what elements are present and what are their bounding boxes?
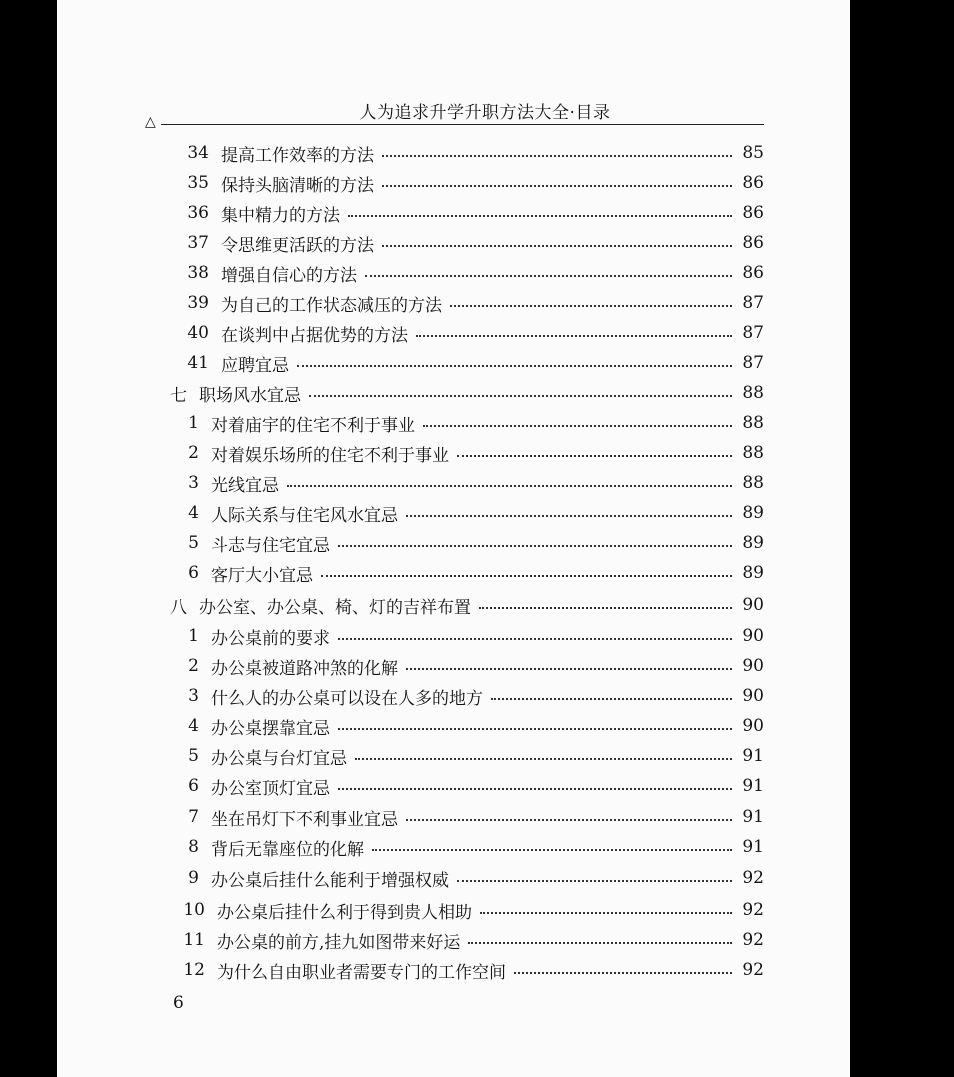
dot-leader <box>382 245 732 247</box>
toc-entry <box>179 409 764 437</box>
entry-title: 办公桌后挂什么利于得到贵人相助 <box>217 902 472 923</box>
entry-page: 87 <box>742 323 764 343</box>
entry-title: 办公桌后挂什么能利于增强权威 <box>211 870 449 891</box>
book-page <box>57 0 850 1077</box>
entry-page: 88 <box>742 473 764 493</box>
toc-entry <box>179 772 764 800</box>
entry-page: 92 <box>742 960 764 980</box>
entry-title: 光线宜忌 <box>211 475 279 496</box>
entry-title: 背后无靠座位的化解 <box>211 839 364 860</box>
entry-title: 对着娱乐场所的住宅不利于事业 <box>211 445 449 466</box>
dot-leader <box>406 668 732 670</box>
entry-number: 7 <box>188 807 199 827</box>
entry-title: 应聘宜忌 <box>221 355 289 376</box>
toc-entry <box>179 559 764 587</box>
section-number: 七 <box>170 385 187 406</box>
dot-leader <box>450 305 732 307</box>
entry-title: 对着庙宇的住宅不利于事业 <box>211 415 415 436</box>
section-title: 职场风水宜忌 <box>199 385 301 406</box>
toc-entry <box>179 439 764 467</box>
dot-leader <box>406 819 732 821</box>
entry-page: 90 <box>742 656 764 676</box>
entry-page: 86 <box>742 233 764 253</box>
toc-entry <box>179 896 764 924</box>
entry-number: 12 <box>183 960 205 980</box>
entry-number: 3 <box>188 473 199 493</box>
toc-entry <box>187 349 764 377</box>
page-number: 6 <box>173 993 184 1013</box>
entry-title: 为什么自由职业者需要专门的工作空间 <box>217 962 506 983</box>
entry-title: 办公桌前的要求 <box>211 628 330 649</box>
entry-page: 92 <box>742 930 764 950</box>
entry-title: 斗志与住宅宜忌 <box>211 535 330 556</box>
entry-number: 6 <box>188 776 199 796</box>
entry-page: 90 <box>742 716 764 736</box>
entry-number: 39 <box>187 293 209 313</box>
entry-page: 90 <box>742 595 764 615</box>
running-header: 人为追求升学升职方法大全·目录 <box>359 103 611 123</box>
dot-leader <box>338 545 732 547</box>
entry-number: 4 <box>188 503 199 523</box>
entry-number: 9 <box>188 868 199 888</box>
dot-leader <box>423 425 732 427</box>
dot-leader <box>309 395 732 397</box>
entry-number: 8 <box>188 837 199 857</box>
dot-leader <box>365 275 732 277</box>
dot-leader <box>297 365 732 367</box>
entry-page: 88 <box>742 413 764 433</box>
dot-leader <box>514 972 732 974</box>
section-title: 办公室、办公桌、椅、灯的吉祥布置 <box>199 597 471 618</box>
entry-title: 令思维更活跃的方法 <box>221 235 374 256</box>
entry-title: 保持头脑清晰的方法 <box>221 175 374 196</box>
dot-leader <box>321 575 732 577</box>
entry-page: 86 <box>742 203 764 223</box>
dot-leader <box>479 607 732 609</box>
dot-leader <box>338 638 732 640</box>
toc-entry <box>179 742 764 770</box>
toc-entry <box>187 259 764 287</box>
section-number: 八 <box>170 597 187 618</box>
entry-title: 坐在吊灯下不利事业宜忌 <box>211 809 398 830</box>
entry-number: 3 <box>188 686 199 706</box>
entry-page: 87 <box>742 293 764 313</box>
entry-page: 86 <box>742 263 764 283</box>
entry-number: 35 <box>187 173 209 193</box>
entry-title: 办公桌与台灯宜忌 <box>211 748 347 769</box>
dot-leader <box>480 912 732 914</box>
entry-title: 提高工作效率的方法 <box>221 145 374 166</box>
toc-section-entry <box>165 591 764 619</box>
entry-number: 38 <box>187 263 209 283</box>
entry-number: 2 <box>188 443 199 463</box>
entry-page: 92 <box>742 868 764 888</box>
toc-entry <box>179 864 764 892</box>
entry-title: 办公室顶灯宜忌 <box>211 778 330 799</box>
dot-leader <box>468 942 732 944</box>
entry-number: 10 <box>183 900 205 920</box>
entry-title: 在谈判中占据优势的方法 <box>221 325 408 346</box>
header-rule <box>161 124 764 125</box>
entry-page: 87 <box>742 353 764 373</box>
toc-entry <box>179 622 764 650</box>
toc-entry <box>187 229 764 257</box>
entry-number: 5 <box>188 533 199 553</box>
entry-title: 办公桌被道路冲煞的化解 <box>211 658 398 679</box>
toc-entry <box>187 289 764 317</box>
entry-number: 34 <box>187 143 209 163</box>
toc-entry <box>187 319 764 347</box>
entry-number: 1 <box>188 413 199 433</box>
dot-leader <box>457 455 732 457</box>
entry-number: 40 <box>187 323 209 343</box>
toc-entry <box>187 199 764 227</box>
toc-entry <box>187 139 764 167</box>
toc-entry <box>179 682 764 710</box>
entry-page: 91 <box>742 746 764 766</box>
toc-entry <box>179 652 764 680</box>
entry-title: 什么人的办公桌可以设在人多的地方 <box>211 688 483 709</box>
entry-title: 办公桌摆靠宜忌 <box>211 718 330 739</box>
entry-page: 91 <box>742 807 764 827</box>
entry-number: 11 <box>183 930 205 950</box>
triangle-mark-icon: △ <box>145 114 156 130</box>
toc-entry <box>179 833 764 861</box>
entry-title: 办公桌的前方,挂九如图带来好运 <box>217 932 461 953</box>
entry-number: 4 <box>188 716 199 736</box>
entry-title: 客厅大小宜忌 <box>211 565 313 586</box>
toc-entry <box>179 926 764 954</box>
entry-title: 为自己的工作状态减压的方法 <box>221 295 442 316</box>
entry-number: 37 <box>187 233 209 253</box>
entry-title: 增强自信心的方法 <box>221 265 357 286</box>
toc-entry <box>179 499 764 527</box>
toc-entry <box>179 803 764 831</box>
entry-page: 91 <box>742 837 764 857</box>
entry-page: 86 <box>742 173 764 193</box>
dot-leader <box>372 849 732 851</box>
entry-page: 89 <box>742 563 764 583</box>
dot-leader <box>416 335 732 337</box>
dot-leader <box>287 485 732 487</box>
dot-leader <box>348 215 732 217</box>
toc-entry <box>179 529 764 557</box>
entry-title: 集中精力的方法 <box>221 205 340 226</box>
dot-leader <box>355 758 732 760</box>
toc-section-entry <box>167 379 764 407</box>
entry-number: 5 <box>188 746 199 766</box>
entry-page: 85 <box>742 143 764 163</box>
entry-page: 90 <box>742 626 764 646</box>
entry-page: 92 <box>742 900 764 920</box>
entry-number: 2 <box>188 656 199 676</box>
entry-page: 88 <box>742 443 764 463</box>
entry-number: 1 <box>188 626 199 646</box>
toc-entry <box>179 712 764 740</box>
entry-number: 41 <box>187 353 209 373</box>
entry-page: 89 <box>742 503 764 523</box>
dot-leader <box>382 185 732 187</box>
entry-page: 90 <box>742 686 764 706</box>
dot-leader <box>338 728 732 730</box>
entry-title: 人际关系与住宅风水宜忌 <box>211 505 398 526</box>
entry-page: 88 <box>742 383 764 403</box>
toc-entry <box>179 469 764 497</box>
dot-leader <box>338 788 732 790</box>
dot-leader <box>491 698 732 700</box>
toc-entry <box>179 956 764 984</box>
toc-entry <box>187 169 764 197</box>
entry-page: 91 <box>742 776 764 796</box>
dot-leader <box>382 155 732 157</box>
entry-number: 36 <box>187 203 209 223</box>
dot-leader <box>406 515 732 517</box>
entry-number: 6 <box>188 563 199 583</box>
dot-leader <box>457 880 732 882</box>
entry-page: 89 <box>742 533 764 553</box>
